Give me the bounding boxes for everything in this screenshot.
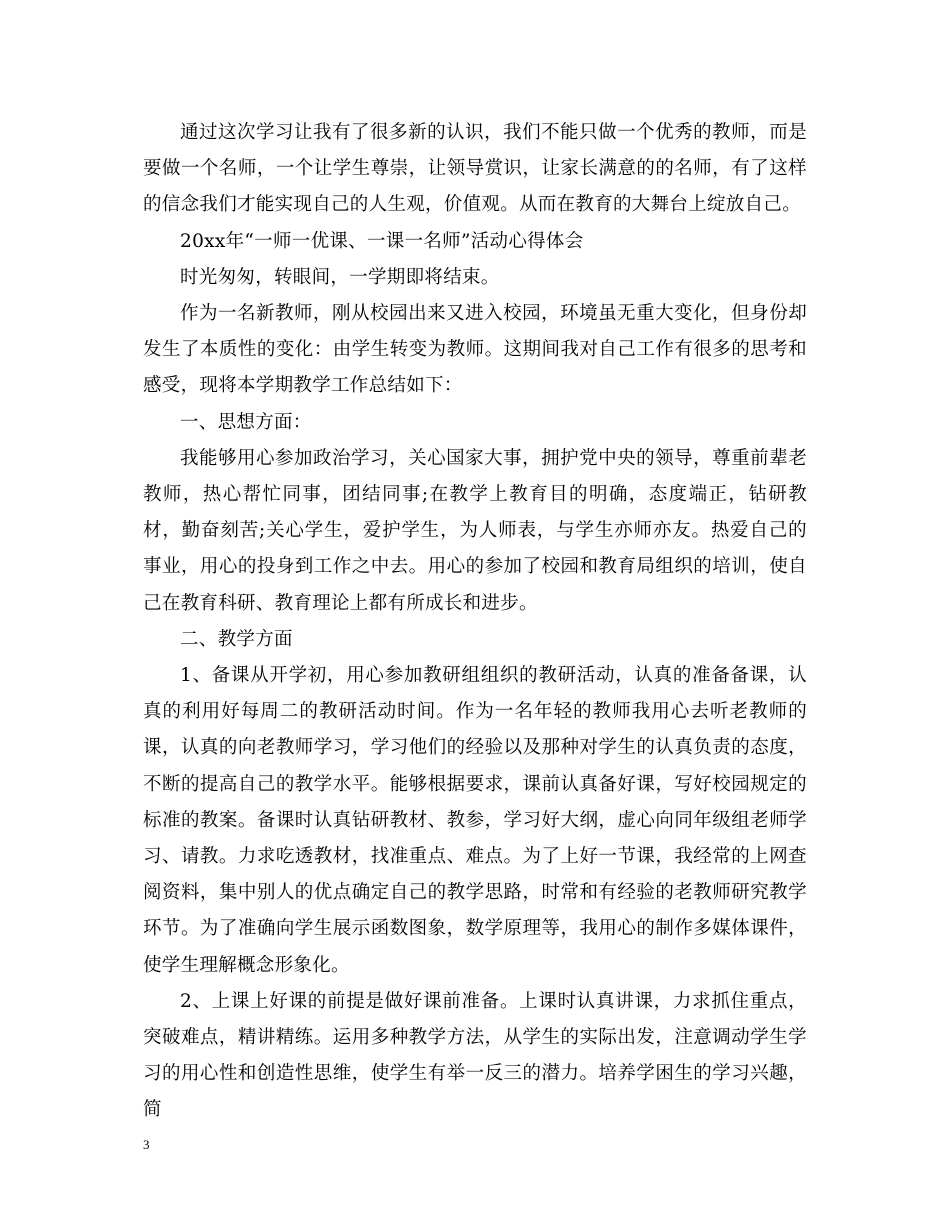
page-number: 3 <box>143 1137 150 1152</box>
paragraph-thought-body: 我能够用心参加政治学习，关心国家大事，拥护党中央的领导，尊重前辈老教师，热心帮忙同事，团结同事;在教学上教育目的明确，态度端正，钻研教材，勤奋刻苦;关心学生，爱护学生，为人师表，与学生亦师亦友。热爱自己的事业，用心的投身到工作之中去。用心的参加了校园和教育局组织的培训，使自己在教育科研、教育理论上都有所成长和进步。 <box>143 447 807 614</box>
section-heading-teaching: 二、教学方面 <box>180 628 293 650</box>
paragraph-lesson-prep: 1、备课从开学初，用心参加教研组组织的教研活动，认真的准备备课，认真的利用好每周二的教研活动时间。作为一名年轻的教师我用心去听老教师的课，认真的向老教师学习，学习他们的经验以及那种对学生的认真负责的态度，不断的提高自己的教学水平。能够根据要求，课前认真备好课，写好校园规定的标准的教案。备课时认真钻研教材、教参，学习好大纲，虚心向同年级组老师学习、请教。力求吃透教材，找准重点、难点。为了上好一节课，我经常的上网查阅资料，集中别人的优点确定自己的教学思路，时常和有经验的老教师研究教学环节。为了准确向学生展示函数图象，数学原理等，我用心的制作多媒体课件，使学生理解概念形象化。 <box>143 665 807 976</box>
paragraph-essay-title: 20xx年“一师一优课、一课一名师”活动心得体会 <box>180 230 584 252</box>
section-heading-thought: 一、思想方面： <box>180 411 312 433</box>
document-body <box>143 115 807 1129</box>
paragraph-class-teaching: 2、上课上好课的前提是做好课前准备。上课时认真讲课，力求抓住重点，突破难点，精讲精练。运用多种教学方法，从学生的实际出发，注意调动学生学习的用心性和创造性思维，使学生有举一反三的潜力。培养学困生的学习兴趣，简 <box>143 990 807 1121</box>
paragraph-intro-reflection: 通过这次学习让我有了很多新的认识，我们不能只做一个优秀的教师，而是要做一个名师，一个让学生尊崇，让领导赏识，让家长满意的的名师，有了这样的信念我们才能实现自己的人生观，价值观。从而在教育的大舞台上绽放自己。 <box>143 122 807 216</box>
paragraph-time-passing: 时光匆匆，转眼间，一学期即将结束。 <box>180 266 500 288</box>
paragraph-new-teacher: 作为一名新教师，刚从校园出来又进入校园，环境虽无重大变化，但身份却发生了本质性的变化：由学生转变为教师。这期间我对自己工作有很多的思考和感受，现将本学期教学工作总结如下： <box>143 303 807 397</box>
